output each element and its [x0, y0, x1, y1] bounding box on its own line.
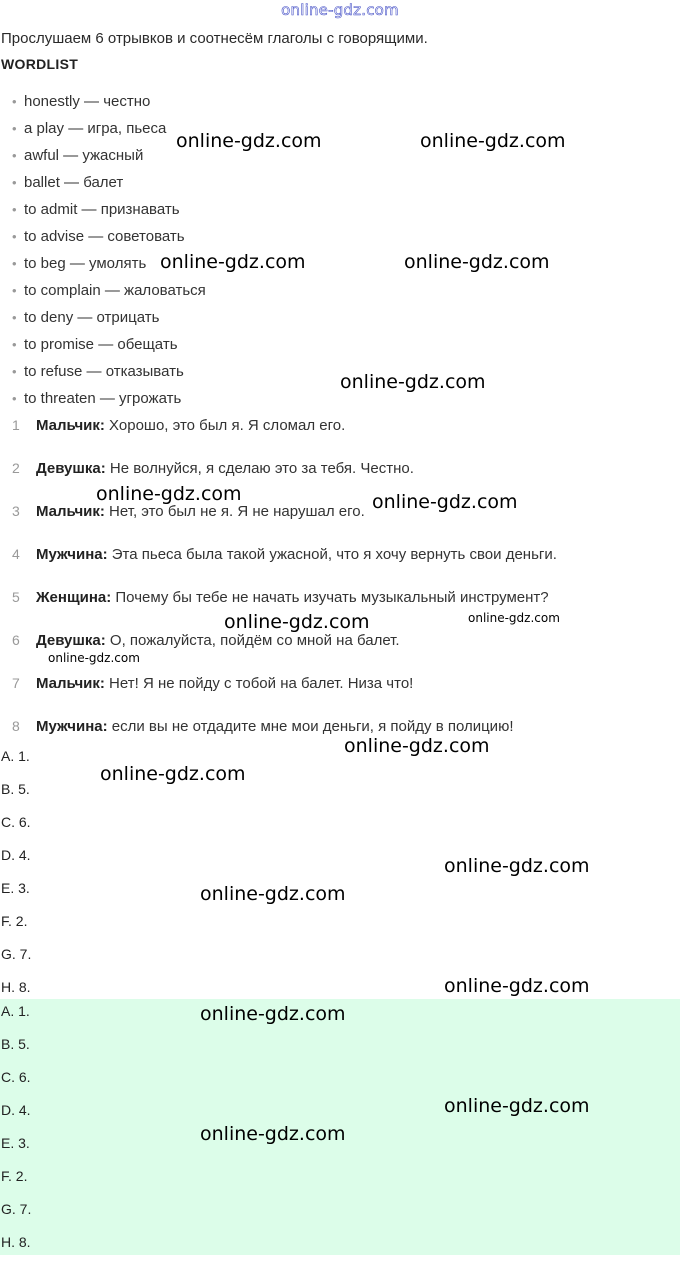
bullet-icon: • [12, 202, 17, 217]
answer-item: H. 8. [1, 979, 31, 995]
dialogue-number: 1 [12, 417, 20, 433]
speaker: Мужчина: [36, 546, 108, 563]
bullet-icon: • [12, 94, 17, 109]
wordlist-text: a play — игра, пьеса [24, 120, 167, 137]
wordlist-text: awful — ужасный [24, 147, 144, 164]
wordlist-text: honestly — честно [24, 93, 151, 110]
bullet-icon: • [12, 229, 17, 244]
watermark: online-gdz.com [48, 651, 140, 665]
answer-item: E. 3. [1, 1135, 30, 1151]
dialogue-item [0, 674, 557, 717]
answer-item: H. 8. [1, 1234, 31, 1250]
speaker: Девушка: [36, 632, 106, 649]
wordlist-item [12, 335, 206, 362]
wordlist-item [12, 281, 206, 308]
watermark: online-gdz.com [444, 1095, 590, 1117]
dialogue-item [0, 545, 557, 588]
answer-item: C. 6. [1, 1069, 31, 1085]
answer-item: G. 7. [1, 946, 32, 962]
watermark: online-gdz.com [340, 371, 486, 393]
speaker: Мужчина: [36, 718, 108, 735]
wordlist-text: to beg — умолять [24, 255, 147, 272]
dialogue-text: Эта пьеса была такой ужасной, что я хочу вернуть свои деньги. [107, 546, 557, 563]
answer-item: A. 1. [1, 1003, 30, 1019]
answer-item: G. 7. [1, 1201, 32, 1217]
bullet-icon: • [12, 337, 17, 352]
dialogue-text: Почему бы тебе не начать изучать музыкальный инструмент? [111, 589, 549, 606]
wordlist-text: to threaten — угрожать [24, 390, 182, 407]
watermark: online-gdz.com [176, 130, 322, 152]
speaker: Мальчик: [36, 675, 105, 692]
answer-item: F. 2. [1, 913, 28, 929]
dialogue-number: 7 [12, 675, 20, 691]
watermark: online-gdz.com [200, 1123, 346, 1145]
watermark: online-gdz.com [344, 735, 490, 757]
speaker: Мальчик: [36, 503, 105, 520]
bullet-icon: • [12, 121, 17, 136]
dialogue-text: если вы не отдадите мне мои деньги, я пойду в полицию! [107, 718, 514, 735]
bullet-icon: • [12, 391, 17, 406]
wordlist-item [12, 308, 206, 335]
dialogue-text: Нет! Я не пойду с тобой на балет. Низа что! [104, 675, 414, 692]
bullet-icon: • [12, 256, 17, 271]
watermark: online-gdz.com [404, 251, 550, 273]
watermark: online-gdz.com [444, 855, 590, 877]
dialogue-number: 8 [12, 718, 20, 734]
wordlist-text: to admit — признавать [24, 201, 180, 218]
dialogue-item [0, 416, 557, 459]
dialogue-number: 3 [12, 503, 20, 519]
dialogue-number: 5 [12, 589, 20, 605]
wordlist-text: to complain — жаловаться [24, 282, 206, 299]
wordlist-item [12, 362, 206, 389]
dialogue-text: Хорошо, это был я. Я сломал его. [104, 417, 346, 434]
dialogue-text: Не волнуйся, я сделаю это за тебя. Честно. [105, 460, 414, 477]
wordlist-item [12, 389, 206, 416]
watermark: online-gdz.com [420, 130, 566, 152]
wordlist-text: to promise — обещать [24, 336, 178, 353]
watermark: online-gdz.com [468, 611, 560, 625]
watermark: online-gdz.com [372, 491, 518, 513]
bullet-icon: • [12, 175, 17, 190]
watermark: online-gdz.com [444, 975, 590, 997]
answer-item: C. 6. [1, 814, 31, 830]
speaker: Женщина: [36, 589, 112, 606]
wordlist-item [12, 173, 206, 200]
wordlist-item [12, 92, 206, 119]
answer-item: B. 5. [1, 781, 30, 797]
watermark: online-gdz.com [224, 611, 370, 633]
answer-item: B. 5. [1, 1036, 30, 1052]
dialogue-number: 6 [12, 632, 20, 648]
bullet-icon: • [12, 310, 17, 325]
bullet-icon: • [12, 148, 17, 163]
watermark: online-gdz.com [96, 483, 242, 505]
task-instruction: Прослушаем 6 отрывков и соотнесём глаголы с говорящими. [1, 30, 428, 47]
wordlist-item [12, 227, 206, 254]
bullet-icon: • [12, 283, 17, 298]
answer-item: D. 4. [1, 1102, 31, 1118]
dialogue-text: Нет, это был не я. Я не нарушал его. [104, 503, 365, 520]
wordlist-text: to deny — отрицать [24, 309, 160, 326]
wordlist-text: ballet — балет [24, 174, 124, 191]
bullet-icon: • [12, 364, 17, 379]
wordlist-text: to refuse — отказывать [24, 363, 184, 380]
wordlist-item [12, 200, 206, 227]
dialogue-list [0, 416, 557, 760]
answer-item: D. 4. [1, 847, 31, 863]
dialogue-text: О, пожалуйста, пойдём со мной на балет. [105, 632, 400, 649]
watermark: online-gdz.com [100, 763, 246, 785]
speaker: Мальчик: [36, 417, 105, 434]
answer-item: E. 3. [1, 880, 30, 896]
watermark: online-gdz.com [200, 883, 346, 905]
watermark: online-gdz.com [200, 1003, 346, 1025]
site-logo[interactable]: online-gdz.com [281, 1, 399, 19]
answer-item: F. 2. [1, 1168, 28, 1184]
answer-item: A. 1. [1, 748, 30, 764]
watermark: online-gdz.com [160, 251, 306, 273]
dialogue-number: 4 [12, 546, 20, 562]
dialogue-number: 2 [12, 460, 20, 476]
speaker: Девушка: [36, 460, 106, 477]
wordlist-text: to advise — советовать [24, 228, 185, 245]
wordlist-heading: WORDLIST [1, 56, 79, 72]
